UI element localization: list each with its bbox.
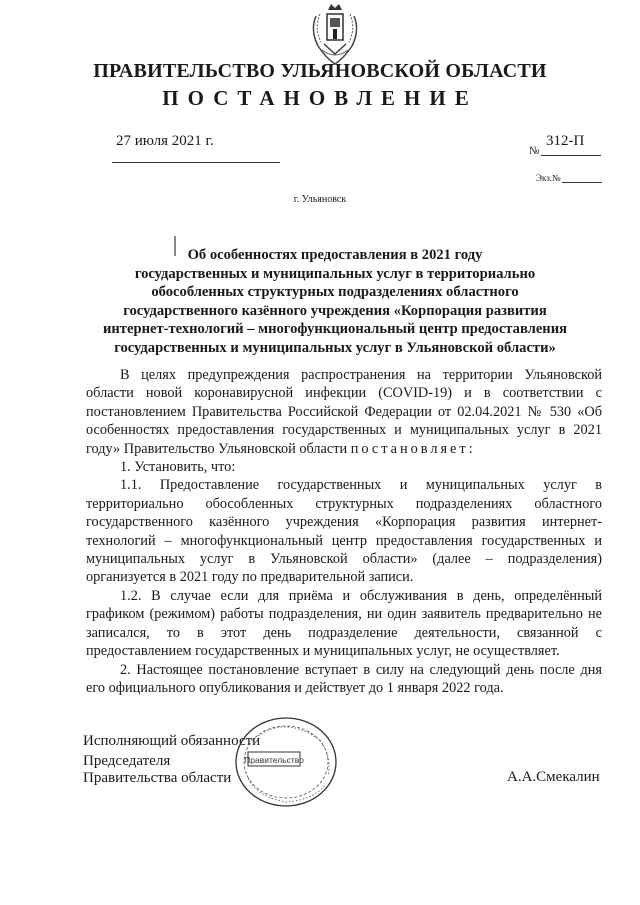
clause-1-1: 1.1. Предоставление государственных и муниципальных услуг в территориально обособленных структурных подразделениях областного государственного казённого учреждения «Корпорация развития интернет-технологий – многофункциональный центр предоставления государственных и муниципальных услуг в Ульяновской области» (далее – подразделения) организуется в 2021 году по предварительной записи. — [86, 477, 602, 586]
clause-2: 2. Настоящее постановление вступает в силу на следующий день после дня его официального опубликования и действует до 1 января 2022 года. — [86, 661, 602, 696]
clause-1: 1. Установить, что: — [120, 459, 236, 476]
signatory-title-line-3: Правительства области — [83, 770, 232, 786]
signer-name: А.А.Смекалин — [507, 769, 600, 785]
document-heading — [90, 246, 580, 357]
heading-line: государственных и муниципальных услуг в Ульяновской области» — [114, 339, 556, 356]
intro-text: В целях предупреждения распространения на территории Ульяновской области новой коронавирусной инфекции (COVID-19) и в соответствии с постановлением Правительства Российской Федерации от 02.04.2021 № 530 «Об особенностях предоставления государственных и муниципальных услуг в 2021 году» Правительство Ульяновской области — [86, 367, 602, 457]
date-underline — [112, 162, 280, 163]
heading-line: интернет-технологий – многофункциональный центр предоставления — [102, 321, 568, 337]
clause-1-2: 1.2. В случае если для приёма и обслуживания в день, определённый графиком (режимом) работы подразделения, ни один заявитель предварительно не записался, то в этот день подразделение деятельности, связанной с предоставлением государственных и муниципальных услуг, не осуществляет. — [86, 587, 602, 660]
document-body — [86, 366, 602, 697]
heading-line: Об особенностях предоставления в 2021 году — [187, 247, 483, 263]
number-underline — [541, 155, 601, 156]
heading-line: государственных и муниципальных услуг в территориально — [134, 265, 536, 282]
copy-number-underline — [562, 182, 602, 183]
document-type: ПОСТАНОВЛЕНИЕ — [162, 86, 478, 110]
intro-verb: постановляет: — [350, 440, 476, 457]
coat-of-arms-emblem — [304, 2, 366, 66]
signatory-title-line-2: Председателя — [83, 753, 171, 769]
document-date: 27 июля 2021 г. — [116, 133, 214, 149]
signatory-title-line-1: Исполняющий обязанности — [83, 733, 261, 749]
intro-paragraph — [86, 366, 602, 458]
city-name: г. Ульяновск — [293, 194, 347, 205]
government-title: ПРАВИТЕЛЬСТВО УЛЬЯНОВСКОЙ ОБЛАСТИ — [93, 60, 547, 82]
official-seal — [228, 712, 340, 810]
copy-number-label: Экз.№ — [536, 173, 561, 183]
heading-line: государственного казённого учреждения «Корпорация развития — [123, 302, 547, 319]
number-label: № — [529, 145, 540, 157]
document-number: 312-П — [546, 133, 585, 149]
heading-line: обособленных структурных подразделениях областного — [151, 284, 519, 300]
seal-center-text: Правительство — [244, 755, 304, 765]
